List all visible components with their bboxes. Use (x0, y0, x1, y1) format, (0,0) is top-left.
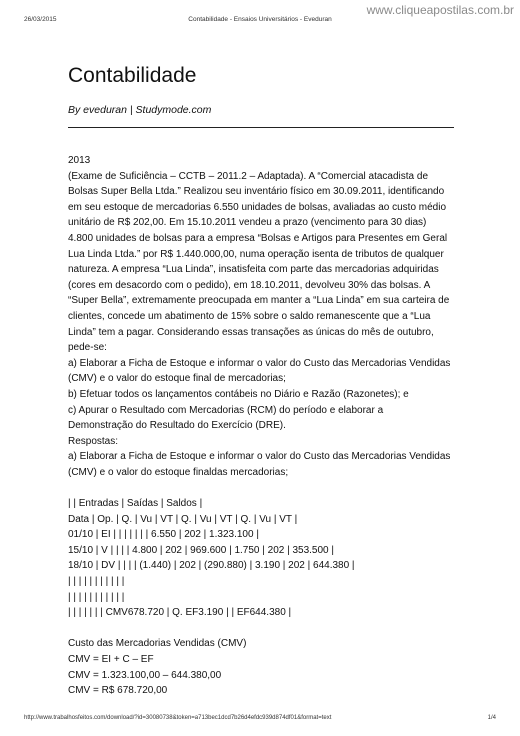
body-line (68, 480, 468, 496)
body-line: 01/10 | EI | | | | | | | 6.550 | 202 | 1.323.100 | (68, 529, 259, 541)
body-line: Data | Op. | Q. | Vu | VT | Q. | Vu | VT | Q. | Vu | VT | (68, 513, 298, 525)
title-divider (68, 127, 454, 128)
document-title: Contabilidade (68, 64, 197, 87)
body-line: CMV = 1.323.100,00 – 644.380,00 (68, 669, 222, 681)
body-line: 15/10 | V | | | | 4.800 | 202 | 969.600 | 1.750 | 202 | 353.500 | (68, 544, 334, 556)
print-footer (24, 715, 496, 725)
body-line: | | | | | | | | | | | (68, 591, 125, 603)
watermark: www.cliqueapostilas.com.br (366, 3, 514, 17)
byline: By eveduran | Studymode.com (68, 104, 212, 116)
body-line: Respostas: (68, 435, 119, 447)
body-line: CMV = R$ 678.720,00 (68, 685, 168, 697)
body-line: natureza. A empresa “Lua Linda”, insatisfeita com parte das mercadorias adquiridas (68, 264, 439, 276)
body-line: pede-se: (68, 342, 107, 354)
body-line: CMV = EI + C – EF (68, 654, 154, 665)
body-line: 2013 (68, 155, 91, 166)
body-line: (Exame de Suficiência – CCTB – 2011.2 – Adaptada). A “Comercial atacadista de (68, 170, 429, 182)
body-line: | | | | | | | CMV678.720 | Q. EF3.190 | | EF644.380 | (68, 607, 292, 619)
body-line: a) Elaborar a Ficha de Estoque e informar o valor do Custo das Mercadorias Vendidas (68, 357, 451, 369)
body-line: unitário de R$ 202,00. Em 15.10.2011 vendeu a prazo (vencimento para 30 dias) (68, 217, 427, 229)
body-line: 4.800 unidades de bolsas para a empresa “Bolsas e Artigos para Presentes em Geral (68, 232, 448, 244)
document-body (68, 153, 468, 699)
body-line: Bolsas Super Bella Ltda.” Realizou seu inventário físico em 30.09.2011, identificando (68, 186, 445, 198)
body-line: b) Efetuar todos os lançamentos contábeis no Diário e Razão (Razonetes); e (68, 388, 409, 400)
print-date: 26/03/2015 (24, 16, 57, 23)
body-line: (cores em desacordo com o pedido), em 18.10.2011, devolveu 30% das bolsas. A (68, 279, 431, 291)
page-number: 1/4 (487, 715, 496, 721)
body-line: em seu estoque de mercadorias 6.550 unidades de bolsas, avaliadas ao custo médio (68, 201, 447, 213)
print-header (24, 16, 496, 26)
body-line: Custo das Mercadorias Vendidas (CMV) (68, 638, 247, 650)
body-line: “Super Bella”, extremamente preocupada em manter a “Lua Linda” em sua carteira de (68, 295, 450, 307)
body-line: a) Elaborar a Ficha de Estoque e informar o valor do Custo das Mercadorias Vendidas (68, 451, 451, 463)
print-title: Contabilidade - Ensaios Universitários - Eveduran (188, 16, 332, 23)
body-line: Demonstração do Resultado do Exercício (DRE). (68, 420, 286, 432)
body-line: (CMV) e o valor do estoque finaldas mercadorias; (68, 466, 289, 478)
body-line: | | Entradas | Saídas | Saldos | (68, 498, 203, 510)
body-line: | | | | | | | | | | | (68, 576, 125, 588)
body-line: Linda” tem a pagar. Considerando essas transações as únicas do mês de outubro, (68, 326, 434, 338)
body-line: Lua Linda Ltda.” por R$ 1.440.000,00, numa operação isenta de tributos de qualquer (68, 248, 444, 260)
body-line: 18/10 | DV | | | | (1.440) | 202 | (290.880) | 3.190 | 202 | 644.380 | (68, 560, 355, 572)
source-url: http://www.trabalhosfeitos.com/download/?id=30080738&token=a713bec1dcd7b26d4efdc939d874df01&format=text (24, 715, 332, 721)
body-line: clientes, concede um abatimento de 15% sobre o saldo remanescente que a “Lua (68, 310, 431, 322)
body-line (68, 621, 468, 637)
body-line: c) Apurar o Resultado com Mercadorias (RCM) do período e elaborar a (68, 404, 384, 416)
body-line: (CMV) e o valor do estoque final de mercadorias; (68, 373, 286, 385)
